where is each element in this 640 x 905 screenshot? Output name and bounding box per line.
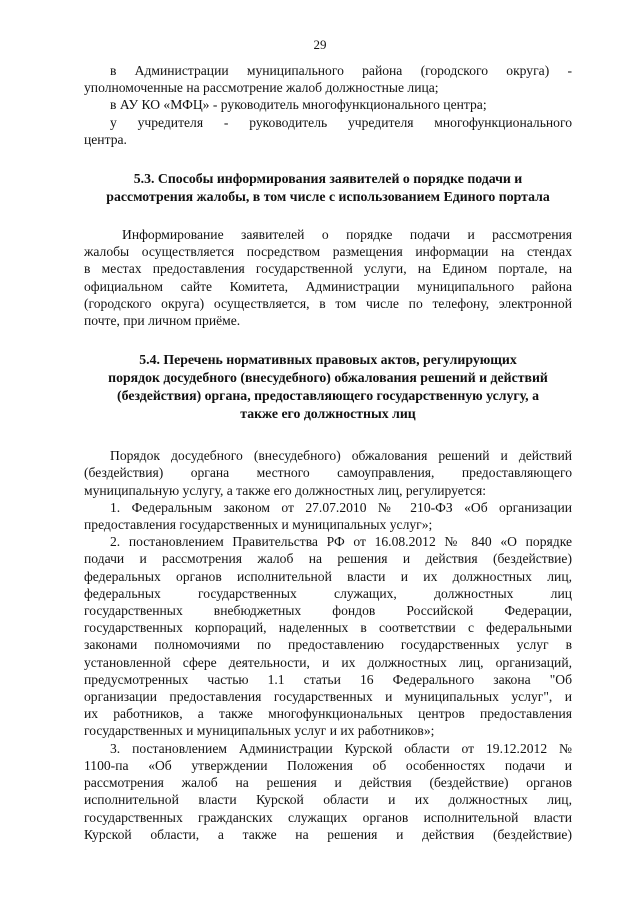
list-item-line: 2. постановлением Правительства РФ от 16.08.2012 № 840 «О порядке	[110, 534, 572, 550]
list-item-line: государственных внебюджетных фондов Российской Федерации,	[84, 603, 572, 619]
list-item-line: предусмотренных частью 1.1 статьи 16 Федерального закона "Об	[84, 671, 572, 687]
list-item-line: подачи и рассмотрения жалоб на решения и действия (бездействие)	[84, 551, 572, 567]
text-line: в Администрации муниципального района (городского округа) -	[110, 63, 572, 78]
text-line: муниципальную услугу, а также его должностных лиц, регулируется:	[84, 482, 486, 498]
section-heading-5-4: 5.4. Перечень нормативных правовых актов, регулирующих	[139, 352, 517, 368]
text-line: Информирование заявителей о порядке подачи и рассмотрения	[122, 227, 572, 243]
section-heading-5-4: порядок досудебного (внесудебного) обжалования решений и действий	[108, 370, 548, 386]
text-line: жалобы осуществляется посредством размещения информации на стендах	[84, 244, 572, 260]
list-item-line: законами полномочиями по предоставлению государственных услуг в	[84, 637, 572, 653]
text-line: у учредителя - руководитель учредителя многофункционального	[110, 114, 572, 130]
text-line: Порядок досудебного (внесудебного) обжалования решений и действий	[110, 448, 572, 464]
list-item-line: государственных и муниципальных услуг и их работников»;	[84, 723, 435, 739]
list-item-line: государственных корпораций, наделенных в соответствии с федеральными	[84, 620, 572, 636]
text-line: (бездействия) органа местного самоуправления, предоставляющего	[84, 465, 572, 481]
list-item-line: федеральных органов исполнительной власти и их должностных лиц,	[84, 568, 572, 584]
text-line: почте, при личном приёме.	[84, 313, 241, 329]
text-line: в АУ КО «МФЦ» - руководитель многофункционального центра;	[110, 97, 487, 113]
text-line: официальном сайте Комитета, Администрации муниципального района	[84, 278, 572, 294]
page-number: 29	[313, 37, 327, 52]
section-heading-5-3: 5.3. Способы информирования заявителей о порядке подачи и	[133, 171, 523, 187]
list-item-line: предоставления государственных и муниципальных услуг»;	[84, 517, 433, 533]
list-item-line: 1. Федеральным законом от 27.07.2010 № 210-ФЗ «Об организации	[110, 499, 572, 515]
section-heading-5-4: (бездействия) органа, предоставляющего государственную услугу, а	[117, 388, 539, 404]
list-item-line: рассмотрения жалоб на решения и действия (бездействие) органов	[84, 775, 572, 791]
list-item-line: федеральных государственных служащих, должностных лиц	[84, 585, 572, 601]
section-heading-5-3: рассмотрения жалобы, в том числе с использованием Единого портала	[106, 189, 550, 205]
list-item-line: 3. постановлением Администрации Курской области от 19.12.2012 №	[110, 740, 572, 756]
list-item-line: государственных гражданских служащих органов исполнительной власти	[84, 809, 572, 825]
list-item-line: 1100-па «Об утверждении Положения об особенностях подачи и	[84, 757, 572, 773]
section-heading-5-4: также его должностных лиц	[240, 406, 416, 422]
list-item-line: Курской области, а также на решения и действия (бездействие)	[84, 826, 572, 842]
text-line: центра.	[84, 131, 127, 147]
list-item-line: установленной сфере деятельности, и их должностных лиц, организаций,	[84, 654, 572, 670]
text-line: (городского округа) осуществляется, в том числе по телефону, электронной	[84, 295, 572, 311]
text-line: уполномоченные на рассмотрение жалоб должностные лица;	[84, 80, 439, 96]
list-item-line: исполнительной власти Курской области и их должностных лиц,	[84, 792, 572, 808]
list-item-line: их работников, а также многофункциональных центров предоставления	[84, 706, 572, 722]
page-body	[84, 62, 572, 843]
list-item-line: организации предоставления государственных и муниципальных услуг", и	[84, 689, 572, 705]
text-line: в местах предоставления государственной услуги, на Едином портале, на	[84, 261, 572, 277]
